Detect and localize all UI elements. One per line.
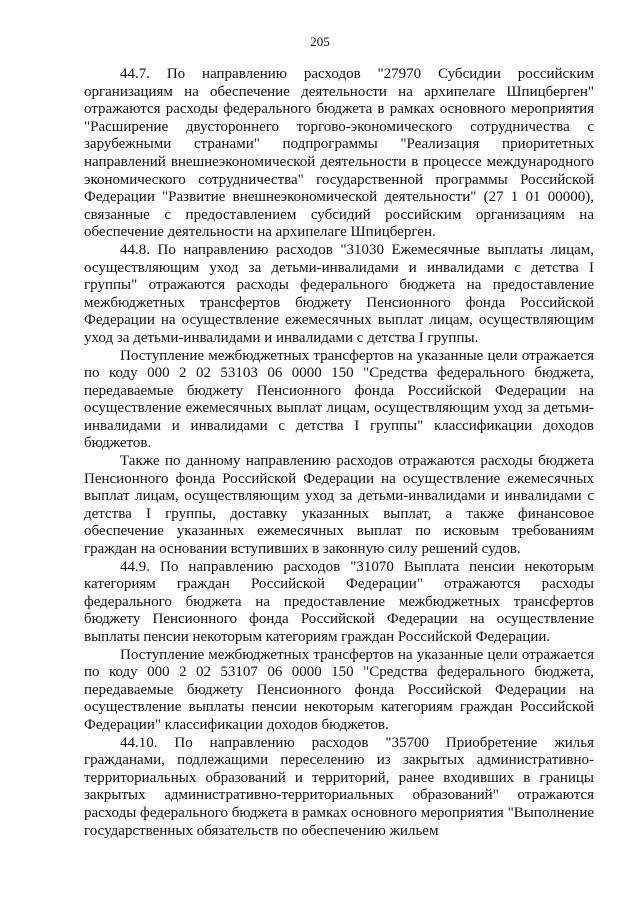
document-body: [84, 66, 594, 840]
paragraph-44-8: 44.8. По направлению расходов "31030 Ежемесячные выплаты лицам, осуществляющим уход за детьми-инвалидами и инвалидами с детства I группы" отражаются расходы федерального бюджета на предоставление межбюджетных трансфертов бюджету Пенсионного фонда Российской Федерации на осуществление ежемесячных выплат лицам, осуществляющим уход за детьми-инвалидами и инвалидами с детства I группы.: [84, 241, 594, 346]
paragraph-44-9: 44.9. По направлению расходов "31070 Выплата пенсии некоторым категориям граждан Российской Федерации" отражаются расходы федерального бюджета на предоставление межбюджетных трансфертов бюджету Пенсионного фонда Российской Федерации на осуществление выплаты пенсии некоторым категориям граждан Российской Федерации.: [84, 558, 594, 645]
paragraph-44-10: 44.10. По направлению расходов "35700 Приобретение жилья гражданами, подлежащими переселению из закрытых административно-территориальных образований и территорий, ранее входивших в границы закрытых административно-территориальных образований" отражаются расходы федерального бюджета в рамках основного мероприятия "Выполнение государственных обязательств по обеспечению жильем: [84, 734, 594, 839]
page-number: 205: [310, 34, 330, 49]
paragraph-44-8-also: Также по данному направлению расходов отражаются расходы бюджета Пенсионного фонда Российской Федерации на осуществление ежемесячных выплат лицам, осуществляющим уход за детьми-инвалидами и инвалидами с детства I группы, доставку указанных выплат, а также финансовое обеспечение указанных ежемесячных выплат по исковым требованиям граждан на основании вступивших в законную силу решений судов.: [84, 453, 594, 558]
paragraph-44-8-income: Поступление межбюджетных трансфертов на указанные цели отражается по коду 000 2 02 53103 06 0000 150 "Средства федерального бюджета, передаваемые бюджету Пенсионного фонда Российской Федерации на осуществление ежемесячных выплат лицам, осуществляющим уход за детьми-инвалидами и инвалидами с детства I группы" классификации доходов бюджетов.: [84, 347, 594, 452]
paragraph-44-7: 44.7. По направлению расходов "27970 Субсидии российским организациям на обеспечение деятельности на архипелаге Шпицберген" отражаются расходы федерального бюджета в рамках основного мероприятия "Расширение двустороннего торгово-экономического сотрудничества с зарубежными странами" подпрограммы "Реализация приоритетных направлений внешнеэкономической деятельности в процессе международного экономического сотрудничества" государственной программы Российской Федерации "Развитие внешнеэкономической деятельности" (27 1 01 00000), связанные с предоставлением субсидий российским организациям на обеспечение деятельности на архипелаге Шпицберген.: [84, 66, 594, 241]
paragraph-44-9-income: Поступление межбюджетных трансфертов на указанные цели отражается по коду 000 2 02 53107 06 0000 150 "Средства федерального бюджета, передаваемые бюджету Пенсионного фонда Российской Федерации на осуществление выплаты пенсии некоторым категориям граждан Российской Федерации" классификации доходов бюджетов.: [84, 646, 594, 733]
